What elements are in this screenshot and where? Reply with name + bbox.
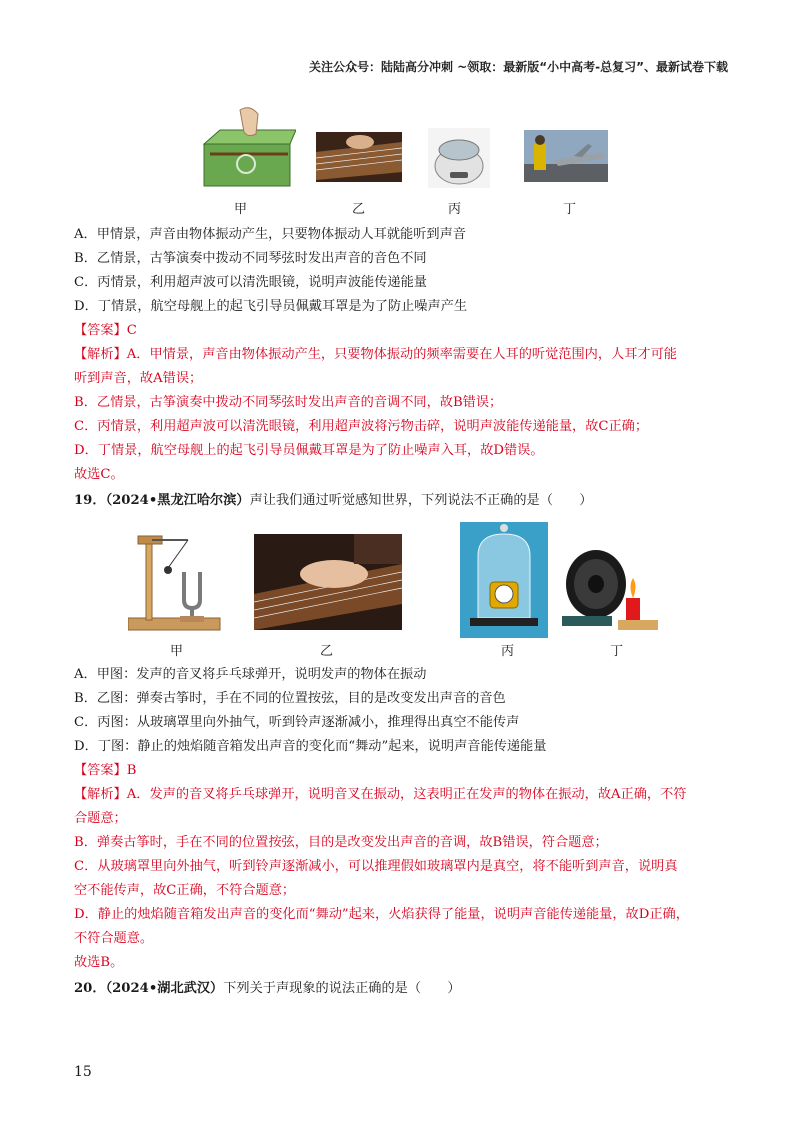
q18-analysis-line: 听到声音，故A错误； — [74, 371, 203, 386]
caption-jia: 甲 — [234, 202, 248, 217]
q19-analysis-line: C．从玻璃罩里向外抽气，听到铃声逐渐减小，可以推理假如玻璃罩内是真空，将不能听到声音，说明真 — [74, 859, 678, 874]
figure-yi-guzheng-playing — [254, 534, 402, 630]
figure-ding-speaker-candle — [562, 546, 662, 632]
caption-yi: 乙 — [320, 644, 334, 659]
figure-ding-aircraft-carrier — [524, 130, 608, 182]
q19-analysis-line: B．弹奏古筝时，手在不同的位置按弦，目的是改变发出声音的音调，故B错误，符合题意； — [74, 835, 608, 850]
q19-analysis-line: 合题意； — [74, 811, 127, 826]
q19-source: （2024•黑龙江哈尔滨） — [105, 493, 250, 508]
figure-jia-box-vibration — [200, 104, 296, 190]
figure-yi-guzheng — [316, 132, 402, 182]
q18-option-a: A．甲情景，声音由物体振动产生，只要物体振动人耳就能听到声音 — [74, 227, 466, 242]
q19-conclusion: 故选B。 — [74, 955, 124, 970]
q18-answer: 【答案】C — [74, 323, 137, 338]
q19-analysis-line: 不符合题意。 — [74, 931, 154, 946]
q19-analysis-line: 【解析】A．发声的音叉将乒乓球弹开，说明音叉在振动，这表明正在发声的物体在振动，故A正确，不符 — [74, 787, 687, 802]
q20-source: （2024•湖北武汉） — [105, 981, 224, 996]
q18-analysis-line: C．丙情景，利用超声波可以清洗眼镜，利用超声波将污物击碎，说明声波能传递能量，故C正确； — [74, 419, 649, 434]
q19-option-c: C．丙图：从玻璃罩里向外抽气，听到铃声逐渐减小，推理得出真空不能传声 — [74, 715, 520, 730]
q19-analysis-line: D．静止的烛焰随音箱发出声音的变化而“舞动”起来，火焰获得了能量，说明声音能传递能量，故D正确， — [74, 907, 689, 922]
q18-analysis-line: B．乙情景，古筝演奏中拨动不同琴弦时发出声音的音调不同，故B错误； — [74, 395, 503, 410]
caption-bing: 丙 — [448, 202, 462, 217]
q18-analysis-line: 【解析】A．甲情景，声音由物体振动产生，只要物体振动的频率需要在人耳的听觉范围内，人耳才可能 — [74, 347, 677, 362]
caption-jia: 甲 — [170, 644, 184, 659]
q20-stem — [74, 980, 461, 998]
caption-yi: 乙 — [352, 202, 366, 217]
caption-ding: 丁 — [610, 644, 624, 659]
q19-stem — [74, 492, 592, 510]
q20-stem-text: 下列关于声现象的说法正确的是（ ） — [223, 981, 461, 996]
q19-answer: 【答案】B — [74, 763, 137, 778]
q20-number: 20． — [74, 981, 106, 996]
q18-option-c: C．丙情景，利用超声波可以清洗眼镜，说明声波能传递能量 — [74, 275, 427, 290]
q18-option-d: D．丁情景，航空母舰上的起飞引导员佩戴耳罩是为了防止噪声产生 — [74, 299, 468, 314]
caption-ding: 丁 — [563, 202, 577, 217]
page-number: 15 — [74, 1064, 92, 1080]
q18-analysis-line: D．丁情景，航空母舰上的起飞引导员佩戴耳罩是为了防止噪声入耳，故D错误。 — [74, 443, 544, 458]
q19-number: 19． — [74, 493, 106, 508]
q18-option-b: B．乙情景，古筝演奏中拨动不同琴弦时发出声音的音色不同 — [74, 251, 427, 266]
q19-option-d: D．丁图：静止的烛焰随音箱发出声音的变化而“舞动”起来，说明声音能传递能量 — [74, 739, 547, 754]
page-header: 关注公众号：陆陆高分冲刺 ~领取：最新版“小中高考-总复习”、最新试卷下载 — [309, 60, 728, 74]
q19-option-b: B．乙图：弹奏古筝时，手在不同的位置按弦，目的是改变发出声音的音色 — [74, 691, 506, 706]
q19-analysis-line: 空不能传声，故C正确，不符合题意； — [74, 883, 296, 898]
caption-bing: 丙 — [501, 644, 515, 659]
q18-conclusion: 故选C。 — [74, 467, 124, 482]
figure-bing-bell-jar — [460, 522, 548, 638]
q19-option-a: A．甲图：发声的音叉将乒乓球弹开，说明发声的物体在振动 — [74, 667, 427, 682]
q19-stem-text: 声让我们通过听觉感知世界，下列说法不正确的是（ ） — [249, 493, 593, 508]
figure-jia-tuning-fork — [128, 522, 224, 634]
figure-bing-ultrasonic-cleaner — [428, 128, 490, 188]
